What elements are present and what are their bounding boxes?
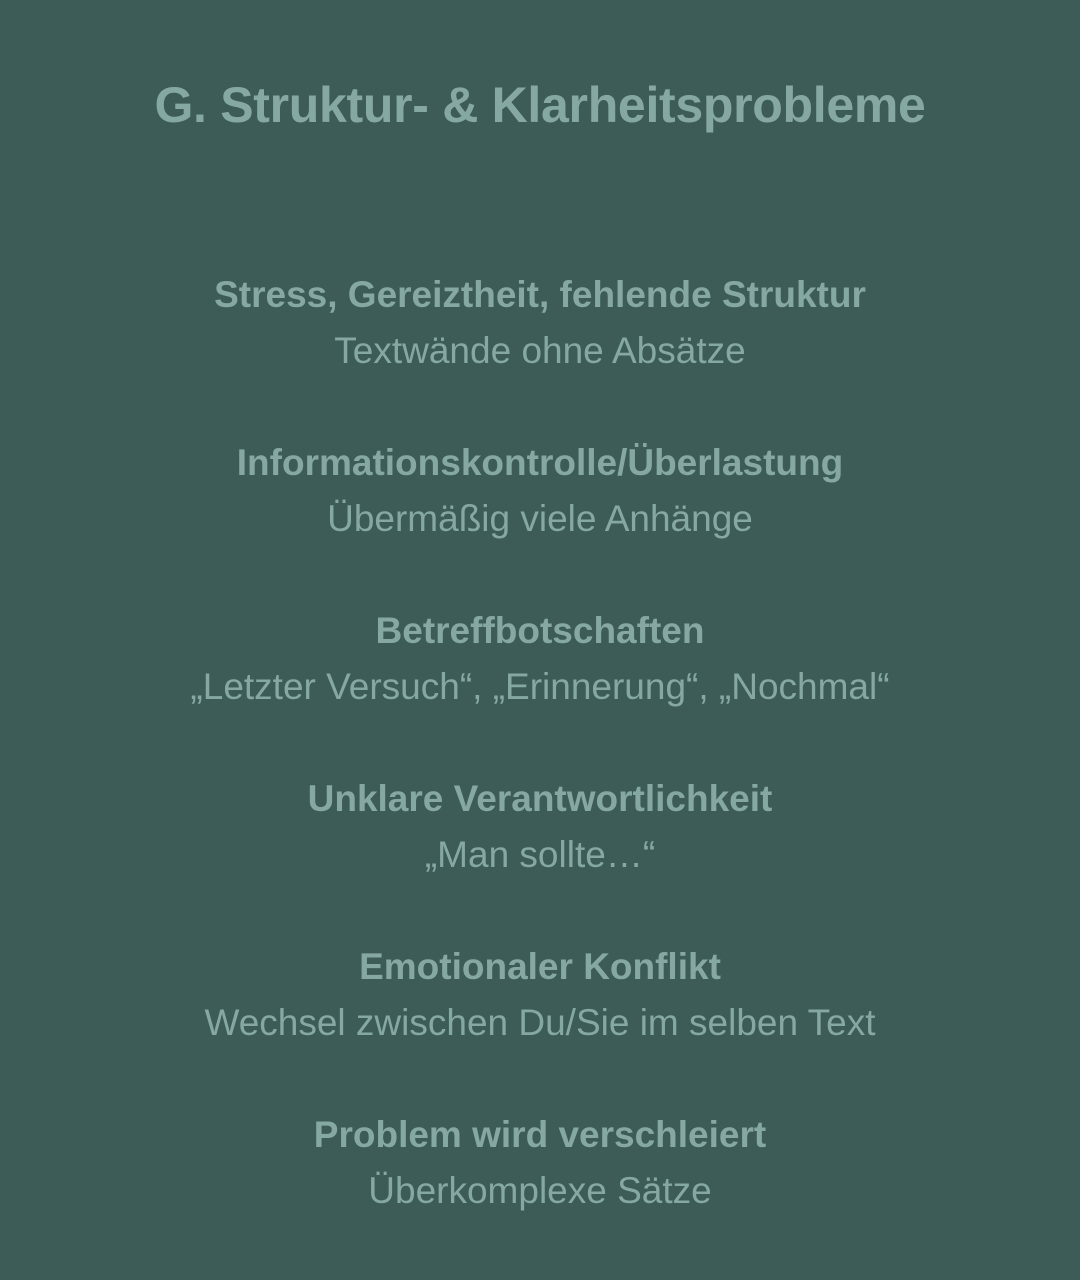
list-item	[0, 604, 1080, 772]
item-description: Übermäßig viele Anhänge	[327, 498, 753, 539]
list-item	[0, 436, 1080, 604]
item-description: „Man sollte…“	[424, 834, 656, 875]
item-description: Überkomplexe Sätze	[368, 1170, 712, 1211]
page-title: G. Struktur- & Klarheitsprobleme	[154, 77, 926, 133]
item-description: Wechsel zwischen Du/Sie im selben Text	[204, 1002, 876, 1043]
item-description: „Letzter Versuch“, „Erinnerung“, „Nochmal“	[190, 666, 890, 707]
item-heading: Unklare Verantwortlichkeit	[307, 778, 773, 819]
item-description: Textwände ohne Absätze	[334, 330, 746, 371]
item-heading: Informationskontrolle/Überlastung	[236, 442, 844, 483]
list-item	[0, 1108, 1080, 1276]
list-item	[0, 940, 1080, 1108]
problem-list	[0, 268, 1080, 1276]
item-heading: Emotionaler Konflikt	[359, 946, 721, 987]
item-heading: Stress, Gereiztheit, fehlende Struktur	[214, 274, 866, 315]
list-item	[0, 772, 1080, 940]
item-heading: Problem wird verschleiert	[313, 1114, 767, 1155]
list-item	[0, 268, 1080, 436]
item-heading: Betreffbotschaften	[375, 610, 705, 651]
